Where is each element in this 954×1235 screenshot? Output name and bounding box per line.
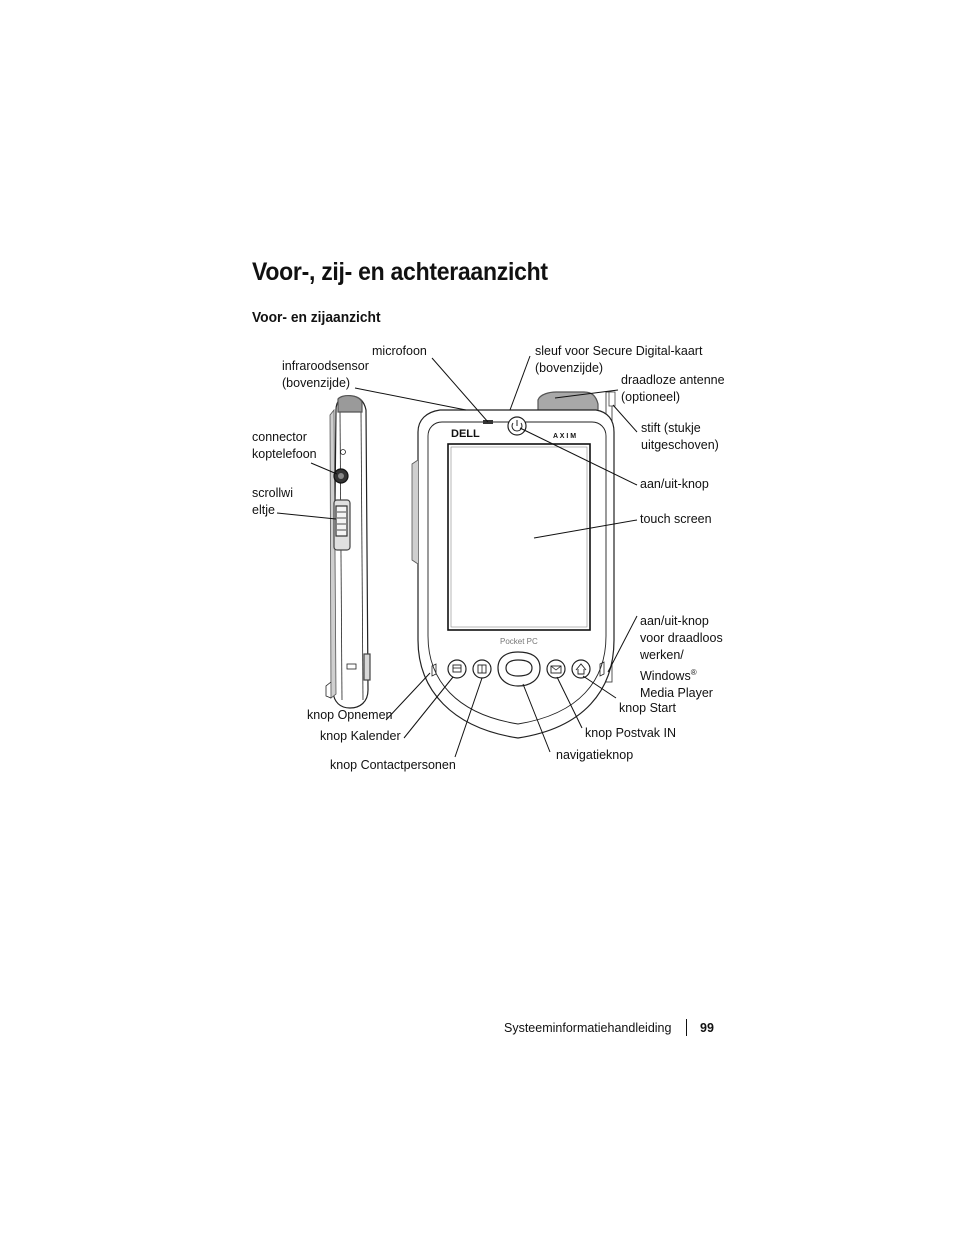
label-stift-line2: uitgeschoven) — [641, 438, 719, 452]
label-sd-slot-line2: (bovenzijde) — [535, 361, 604, 375]
registered-mark: ® — [690, 668, 697, 677]
label-scrollwiel-line2: eltje — [252, 503, 275, 517]
page-title: Voor-, zij- en achteraanzicht — [252, 258, 548, 286]
label-draadloos-line2: voor draadloos — [640, 631, 723, 645]
label-antenne — [621, 372, 725, 406]
label-connector-line2: koptelefoon — [252, 447, 317, 461]
label-antenne-line2: (optioneel) — [621, 390, 681, 404]
label-infraroodsensor-line2: (bovenzijde) — [282, 376, 351, 390]
axim-logo: A X I M — [553, 433, 577, 440]
section-title: Voor- en zijaanzicht — [252, 309, 381, 326]
label-infraroodsensor — [282, 358, 369, 392]
label-connector — [252, 429, 317, 463]
front-view — [412, 392, 615, 738]
page-number: 99 — [700, 1021, 714, 1035]
label-microfoon: microfoon — [372, 344, 427, 358]
label-knop-opnemen: knop Opnemen — [307, 708, 393, 722]
label-knop-start: knop Start — [619, 701, 676, 715]
label-navigatieknop: navigatieknop — [556, 748, 634, 762]
label-draadloos-knop — [640, 613, 723, 702]
label-touch-screen: touch screen — [640, 512, 712, 526]
label-windows: Windows — [640, 669, 691, 684]
footer-document-title: Systeeminformatiehandleiding — [504, 1021, 672, 1035]
label-aan-uit-knop: aan/uit-knop — [640, 477, 709, 491]
label-scrollwiel-line1: scrollwi — [252, 486, 293, 500]
label-scrollwiel — [252, 485, 293, 519]
dell-logo: DELL — [451, 428, 480, 440]
label-connector-line1: connector — [252, 430, 307, 444]
label-draadloos-line5: Media Player — [640, 686, 713, 701]
label-draadloos-line1: aan/uit-knop — [640, 614, 709, 628]
pocket-pc-label: Pocket PC — [500, 637, 538, 646]
label-stift — [641, 420, 719, 454]
label-stift-line1: stift (stukje — [641, 421, 701, 435]
label-draadloos-line4 — [640, 664, 723, 685]
label-antenne-line1: draadloze antenne — [621, 373, 725, 387]
footer-separator — [686, 1019, 687, 1036]
label-sd-slot-line1: sleuf voor Secure Digital-kaart — [535, 344, 703, 358]
label-knop-contactpersonen: knop Contactpersonen — [330, 758, 456, 772]
side-view — [326, 396, 370, 708]
label-infraroodsensor-line1: infraroodsensor — [282, 359, 369, 373]
label-knop-kalender: knop Kalender — [320, 729, 401, 743]
label-knop-postvak: knop Postvak IN — [585, 726, 677, 740]
label-draadloos-line3: werken/ — [640, 648, 684, 662]
